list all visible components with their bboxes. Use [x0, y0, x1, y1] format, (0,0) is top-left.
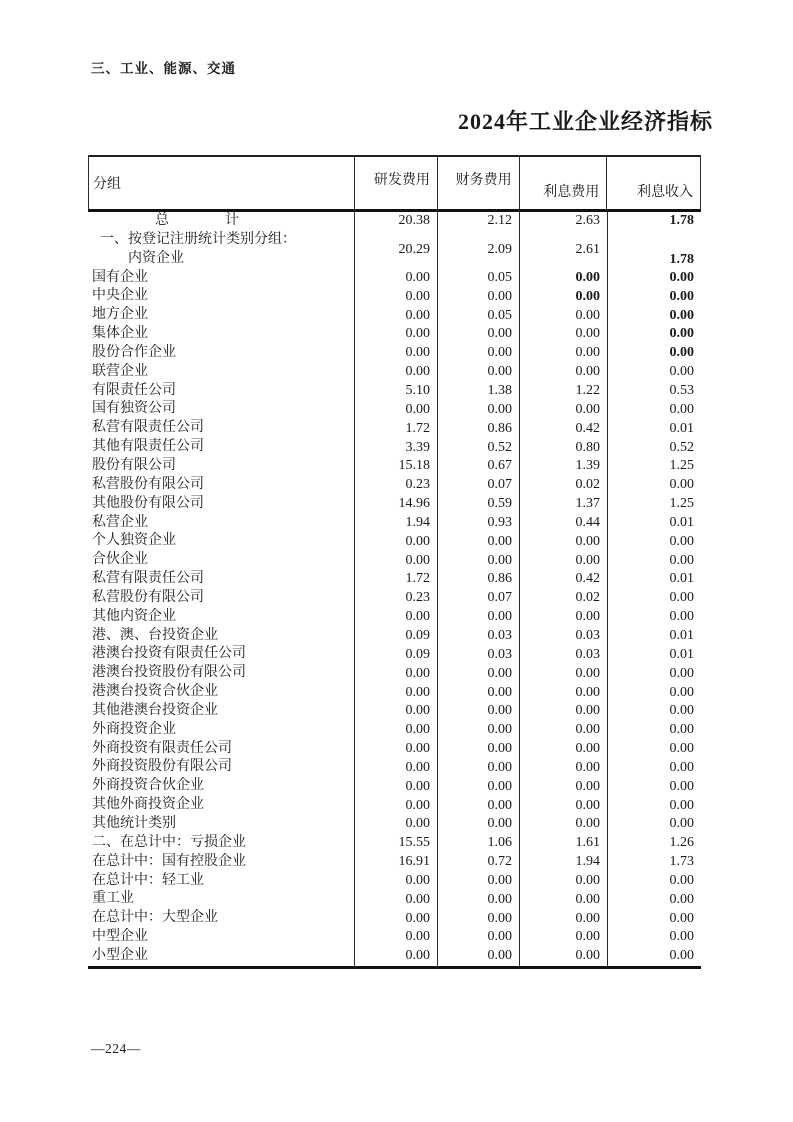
value-cell: 0.52 — [669, 439, 694, 455]
value-cell: 0.00 — [669, 401, 694, 417]
row-label: 其他股份有限公司 — [92, 495, 204, 511]
value-cell: 0.00 — [520, 683, 608, 702]
value-cell: 14.96 — [355, 495, 438, 514]
page-title: 2024年工业企业经济指标 — [457, 109, 713, 134]
row-label-cell — [88, 532, 355, 551]
value-cell: 0.07 — [438, 589, 520, 608]
table-row — [88, 608, 701, 627]
value-cell: 0.00 — [438, 664, 520, 683]
value-cell: 1.22 — [520, 382, 608, 401]
row-label: 股份合作企业 — [92, 344, 176, 360]
value-cell: 0.00 — [520, 890, 608, 909]
value-cell: 0.00 — [669, 872, 694, 888]
table-row — [88, 664, 701, 683]
table-row — [88, 438, 701, 457]
row-sublabel: 内资企业 — [128, 250, 184, 266]
value-cell: 0.00 — [355, 306, 438, 325]
value-cell: 0.00 — [355, 608, 438, 627]
table-row — [88, 589, 701, 608]
value-cell: 0.00 — [355, 683, 438, 702]
table-row — [88, 834, 701, 853]
value-cell: 0.00 — [438, 796, 520, 815]
table-row — [88, 514, 701, 533]
row-label-cell — [88, 363, 355, 382]
value-cell: 0.00 — [438, 363, 520, 382]
row-label: 国有独资公司 — [92, 401, 176, 417]
table-row — [88, 269, 701, 288]
row-label-cell — [88, 438, 355, 457]
row-label-cell — [88, 287, 355, 306]
value-cell: 0.00 — [520, 740, 608, 759]
value-cell: 1.61 — [520, 834, 608, 853]
row-label-cell — [88, 796, 355, 815]
row-label: 私营有限责任公司 — [92, 420, 204, 436]
column-header-interest-income — [607, 157, 700, 209]
value-cell: 15.55 — [355, 834, 438, 853]
row-label: 私营企业 — [92, 514, 148, 530]
value-cell: 0.03 — [520, 645, 608, 664]
value-cell: 0.00 — [438, 532, 520, 551]
value-cell: 0.72 — [438, 853, 520, 872]
value-cell: 0.59 — [438, 495, 520, 514]
row-label-cell — [88, 589, 355, 608]
value-cell: 0.00 — [669, 778, 694, 794]
value-cell: 0.00 — [520, 400, 608, 419]
value-cell: 0.00 — [438, 872, 520, 891]
value-cell: 0.23 — [355, 476, 438, 495]
value-cell: 20.38 — [355, 212, 438, 231]
value-cell: 2.63 — [520, 212, 608, 231]
value-cell: 0.00 — [355, 400, 438, 419]
value-cell: 0.00 — [669, 345, 694, 361]
table-row — [88, 231, 701, 269]
row-label-cell — [88, 853, 355, 872]
row-label: 总 计 — [155, 213, 239, 228]
row-label-cell — [88, 400, 355, 419]
value-cell: 0.07 — [438, 476, 520, 495]
value-cell: 1.73 — [669, 854, 694, 870]
value-cell: 1.25 — [669, 458, 694, 474]
value-cell: 0.00 — [520, 344, 608, 363]
value-cell: 0.00 — [355, 740, 438, 759]
value-cell: 0.00 — [669, 288, 694, 304]
row-label-cell — [88, 890, 355, 909]
value-cell: 1.72 — [355, 570, 438, 589]
value-cell: 0.23 — [355, 589, 438, 608]
row-label: 私营股份有限公司 — [92, 589, 204, 605]
row-label: 其他港澳台投资企业 — [92, 702, 218, 718]
value-cell: 0.00 — [669, 533, 694, 549]
row-label: 港、澳、台投资企业 — [92, 627, 218, 643]
value-cell: 0.00 — [520, 608, 608, 627]
value-cell: 0.00 — [438, 890, 520, 909]
table-row — [88, 306, 701, 325]
value-cell: 0.00 — [438, 683, 520, 702]
table-row — [88, 777, 701, 796]
row-label: 港澳台投资合伙企业 — [92, 684, 218, 700]
table-row — [88, 721, 701, 740]
value-cell: 0.01 — [669, 420, 694, 436]
value-cell: 0.00 — [438, 287, 520, 306]
row-label: 外商投资股份有限公司 — [92, 759, 232, 775]
value-cell: 0.00 — [669, 722, 694, 738]
value-cell: 0.00 — [438, 740, 520, 759]
value-cell: 1.26 — [669, 835, 694, 851]
section-heading: 三、工业、能源、交通 — [91, 61, 236, 76]
value-cell: 0.80 — [520, 438, 608, 457]
value-cell: 0.00 — [438, 400, 520, 419]
row-label: 合伙企业 — [92, 552, 148, 568]
value-cell: 0.00 — [355, 532, 438, 551]
value-cell: 0.00 — [355, 551, 438, 570]
value-cell: 0.00 — [669, 364, 694, 380]
value-cell: 5.10 — [355, 382, 438, 401]
value-cell: 0.00 — [355, 363, 438, 382]
row-label: 其他外商投资企业 — [92, 797, 204, 813]
data-table — [88, 155, 701, 969]
table-row — [88, 382, 701, 401]
page-number: —224— — [91, 1041, 141, 1056]
row-label-cell — [88, 269, 355, 288]
value-cell: 0.00 — [520, 325, 608, 344]
row-label: 其他内资企业 — [92, 608, 176, 624]
row-label-cell — [88, 683, 355, 702]
value-cell: 0.09 — [355, 645, 438, 664]
table-row — [88, 928, 701, 947]
value-cell: 0.00 — [438, 909, 520, 928]
value-cell: 0.05 — [438, 306, 520, 325]
table-row — [88, 325, 701, 344]
value-cell: 0.01 — [669, 627, 694, 643]
table-row — [88, 457, 701, 476]
row-label: 私营有限责任公司 — [92, 571, 204, 587]
row-label-cell — [88, 702, 355, 721]
table-row — [88, 344, 701, 363]
row-label: 在总计中：大型企业 — [92, 910, 218, 926]
value-cell: 0.03 — [520, 627, 608, 646]
value-cell: 0.00 — [520, 928, 608, 947]
table-row — [88, 532, 701, 551]
column-header-label: 财务费用 — [455, 173, 512, 188]
value-cell: 0.86 — [438, 570, 520, 589]
table-row — [88, 815, 701, 834]
value-cell: 1.72 — [355, 419, 438, 438]
row-label-cell — [88, 212, 355, 231]
value-cell: 0.00 — [520, 532, 608, 551]
value-cell: 0.00 — [520, 551, 608, 570]
row-label: 有限责任公司 — [92, 382, 176, 398]
row-label-cell — [88, 495, 355, 514]
value-cell: 0.00 — [355, 721, 438, 740]
table-row — [88, 495, 701, 514]
value-cell: 0.00 — [355, 909, 438, 928]
value-cell: 0.00 — [520, 721, 608, 740]
row-label: 外商投资企业 — [92, 721, 176, 737]
value-cell: 0.00 — [669, 477, 694, 493]
value-cell: 0.00 — [520, 947, 608, 966]
row-label: 股份有限公司 — [92, 457, 176, 473]
value-cell: 0.00 — [520, 815, 608, 834]
row-label-cell — [88, 645, 355, 664]
value-cell: 0.00 — [520, 287, 608, 306]
row-label-cell — [88, 909, 355, 928]
column-header-label: 分组 — [93, 177, 121, 192]
row-label-cell — [88, 325, 355, 344]
value-cell: 0.00 — [669, 590, 694, 606]
value-cell: 0.00 — [669, 703, 694, 719]
row-label-cell — [88, 608, 355, 627]
value-cell: 0.00 — [355, 947, 438, 966]
table-row — [88, 853, 701, 872]
column-header-group — [89, 157, 355, 209]
table-row — [88, 476, 701, 495]
value-cell: 0.00 — [355, 325, 438, 344]
row-label-cell — [88, 777, 355, 796]
row-label-cell — [88, 740, 355, 759]
row-label: 港澳台投资有限责任公司 — [92, 646, 246, 662]
row-label: 中央企业 — [92, 288, 148, 304]
row-label: 小型企业 — [92, 947, 232, 966]
value-cell: 0.53 — [669, 383, 694, 399]
value-cell: 0.42 — [520, 419, 608, 438]
value-cell: 1.39 — [520, 457, 608, 476]
value-cell: 0.00 — [438, 325, 520, 344]
column-header-interest-expense — [520, 157, 608, 209]
value-cell: 0.00 — [355, 815, 438, 834]
row-label: 联营企业 — [92, 363, 148, 379]
table-row — [88, 758, 701, 777]
table-row — [88, 872, 701, 891]
row-label: 在总计中：国有控股企业 — [92, 853, 246, 869]
value-cell: 0.00 — [669, 307, 694, 323]
value-cell: 0.01 — [669, 646, 694, 662]
row-label: 一、按登记注册统计类别分组： — [100, 231, 296, 247]
value-cell: 0.00 — [438, 608, 520, 627]
value-cell: 0.42 — [520, 570, 608, 589]
value-cell: 0.86 — [438, 419, 520, 438]
row-label: 地方企业 — [92, 307, 148, 323]
column-header-label: 研发费用 — [373, 173, 430, 188]
row-label: 外商投资有限责任公司 — [92, 740, 232, 756]
row-label-cell — [88, 514, 355, 533]
value-cell: 3.39 — [355, 438, 438, 457]
value-cell: 15.18 — [355, 457, 438, 476]
value-cell: 0.00 — [669, 609, 694, 625]
value-cell: 20.29 — [355, 231, 438, 269]
value-cell: 1.06 — [438, 834, 520, 853]
column-header-rd-expense — [355, 157, 438, 209]
value-cell: 1.94 — [520, 853, 608, 872]
value-cell: 0.00 — [355, 702, 438, 721]
value-cell: 0.00 — [669, 948, 694, 964]
value-cell: 0.00 — [355, 872, 438, 891]
row-label-cell — [88, 457, 355, 476]
value-cell: 16.91 — [355, 853, 438, 872]
row-label-cell — [88, 947, 355, 966]
value-cell: 0.00 — [669, 816, 694, 832]
table-row — [88, 740, 701, 759]
value-cell: 0.00 — [669, 741, 694, 757]
value-cell: 0.00 — [520, 796, 608, 815]
value-cell: 1.37 — [520, 495, 608, 514]
value-cell: 0.00 — [355, 796, 438, 815]
table-row — [88, 645, 701, 664]
column-header-financial-expense — [438, 157, 520, 209]
value-cell: 0.01 — [669, 514, 694, 530]
value-cell: 1.25 — [669, 496, 694, 512]
value-cell: 0.00 — [520, 872, 608, 891]
value-cell: 0.03 — [438, 645, 520, 664]
value-cell: 0.00 — [355, 928, 438, 947]
row-label: 港澳台投资股份有限公司 — [92, 665, 246, 681]
column-header-label: 利息费用 — [543, 185, 600, 200]
value-cell: 0.00 — [520, 702, 608, 721]
row-label-cell — [88, 476, 355, 495]
value-cell: 0.00 — [438, 702, 520, 721]
row-label-cell — [88, 834, 355, 853]
value-cell: 0.00 — [438, 721, 520, 740]
row-label: 在总计中：轻工业 — [92, 872, 204, 888]
row-label-cell — [88, 344, 355, 363]
value-cell: 0.00 — [355, 890, 438, 909]
value-cell: 0.00 — [520, 269, 608, 288]
value-cell: 0.00 — [669, 269, 694, 285]
row-label: 外商投资合伙企业 — [92, 778, 204, 794]
value-cell: 0.00 — [438, 928, 520, 947]
table-row — [88, 909, 701, 928]
row-label-cell — [88, 928, 355, 947]
value-cell: 0.09 — [355, 627, 438, 646]
value-cell: 1.78 — [669, 213, 694, 229]
row-label-cell — [88, 815, 355, 834]
row-label: 重工业 — [92, 890, 144, 909]
row-label: 其他有限责任公司 — [92, 439, 204, 455]
value-cell: 0.00 — [669, 684, 694, 700]
value-cell: 0.00 — [355, 344, 438, 363]
table-row — [88, 363, 701, 382]
row-label: 私营股份有限公司 — [92, 476, 204, 492]
value-cell: 0.01 — [669, 571, 694, 587]
value-cell: 0.00 — [669, 665, 694, 681]
value-cell: 0.00 — [520, 664, 608, 683]
value-cell: 0.00 — [438, 815, 520, 834]
table-row — [88, 287, 701, 306]
value-cell: 0.00 — [520, 363, 608, 382]
column-header-label: 利息收入 — [637, 185, 693, 200]
value-cell: 0.00 — [438, 344, 520, 363]
table-row — [88, 627, 701, 646]
value-cell: 0.00 — [438, 947, 520, 966]
table-body — [88, 212, 701, 969]
value-cell: 1.94 — [355, 514, 438, 533]
row-label-cell — [88, 664, 355, 683]
value-cell: 0.00 — [355, 777, 438, 796]
value-cell: 0.44 — [520, 514, 608, 533]
value-cell: 0.00 — [438, 758, 520, 777]
value-cell: 0.03 — [438, 627, 520, 646]
row-label: 集体企业 — [92, 326, 148, 342]
value-cell: 1.78 — [669, 251, 694, 267]
row-label: 其他统计类别 — [92, 816, 176, 831]
row-label: 中型企业 — [92, 929, 148, 945]
row-label-cell — [88, 570, 355, 589]
value-cell: 0.00 — [669, 891, 694, 907]
value-cell: 0.93 — [438, 514, 520, 533]
value-cell: 0.00 — [355, 269, 438, 288]
row-label: 二、在总计中：亏损企业 — [92, 834, 246, 850]
value-cell: 0.00 — [438, 777, 520, 796]
row-label-cell — [88, 627, 355, 646]
table-row — [88, 551, 701, 570]
table-row — [88, 400, 701, 419]
value-cell: 2.12 — [438, 212, 520, 231]
table-row — [88, 796, 701, 815]
value-cell: 0.52 — [438, 438, 520, 457]
row-label-cell — [88, 551, 355, 570]
value-cell: 0.00 — [520, 909, 608, 928]
row-label-cell — [88, 758, 355, 777]
row-label-cell — [88, 382, 355, 401]
row-label-cell — [88, 419, 355, 438]
value-cell: 0.02 — [520, 476, 608, 495]
table-row — [88, 419, 701, 438]
value-cell: 0.00 — [669, 759, 694, 775]
value-cell: 0.02 — [520, 589, 608, 608]
table-header — [88, 157, 701, 212]
table-row — [88, 683, 701, 702]
table-row — [88, 702, 701, 721]
value-cell: 2.09 — [438, 231, 520, 269]
value-cell: 0.00 — [520, 777, 608, 796]
row-label-cell — [88, 231, 355, 269]
table-row — [88, 570, 701, 589]
value-cell: 0.00 — [669, 797, 694, 813]
value-cell: 0.00 — [355, 287, 438, 306]
value-cell: 0.00 — [669, 326, 694, 342]
value-cell: 0.00 — [355, 758, 438, 777]
table-row — [88, 947, 701, 966]
row-label: 个人独资企业 — [92, 533, 176, 549]
row-label: 国有企业 — [92, 269, 148, 285]
table-row — [88, 212, 701, 231]
value-cell: 0.05 — [438, 269, 520, 288]
value-cell: 0.00 — [669, 929, 694, 945]
row-label-cell — [88, 872, 355, 891]
table-row — [88, 890, 701, 909]
row-label-cell — [88, 721, 355, 740]
row-label-cell — [88, 306, 355, 325]
value-cell: 0.00 — [438, 551, 520, 570]
value-cell: 0.00 — [520, 758, 608, 777]
value-cell: 0.00 — [355, 664, 438, 683]
value-cell: 0.00 — [520, 306, 608, 325]
value-cell: 0.00 — [669, 552, 694, 568]
value-cell: 1.38 — [438, 382, 520, 401]
value-cell: 0.00 — [669, 910, 694, 926]
value-cell: 2.61 — [520, 231, 608, 269]
value-cell: 0.67 — [438, 457, 520, 476]
